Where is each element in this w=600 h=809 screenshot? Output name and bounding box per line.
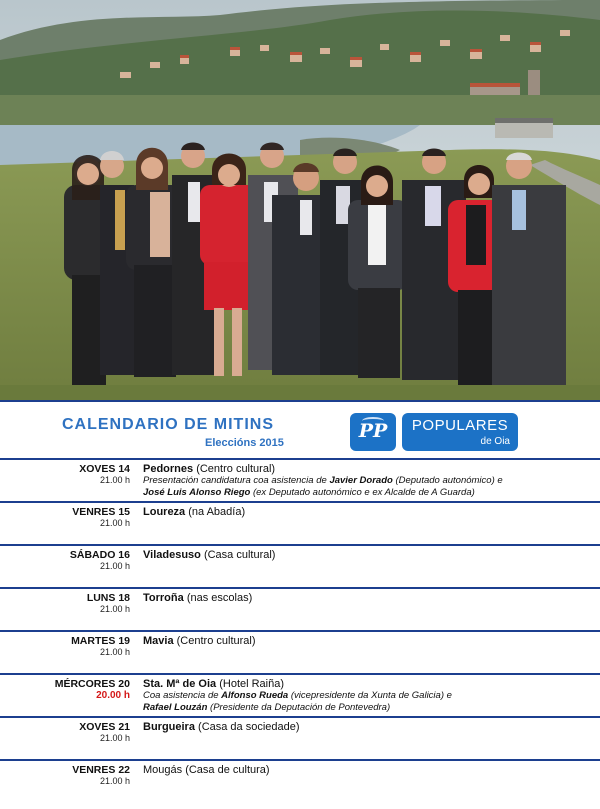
event-place: Viladesuso (Casa cultural) [143, 549, 276, 561]
party-logo [350, 413, 518, 451]
event-day: XOVES 14 [79, 463, 130, 475]
event-day: MÉRCORES 20 [54, 678, 130, 690]
event-row [0, 718, 600, 761]
event-row [0, 546, 600, 589]
calendar-header [0, 400, 600, 460]
event-day: VENRES 15 [72, 506, 130, 518]
event-time: 21.00 h [99, 604, 130, 614]
event-note: Coa asistencia de Alfonso Rueda (vicepresidente da Xunta de Galicia) e [143, 690, 452, 701]
event-time: 20.00 h [96, 690, 130, 701]
event-place: Sta. Mª de Oia (Hotel Raiña) [143, 678, 285, 690]
event-place: Torroña (nas escolas) [143, 592, 253, 604]
group-photo [0, 0, 600, 400]
event-day: MARTES 19 [71, 635, 130, 647]
logo-name: POPULARES [411, 417, 509, 434]
calendar-title: CALENDARIO DE MITINS [62, 416, 274, 433]
event-day: LUNS 18 [86, 592, 130, 604]
event-row [0, 675, 600, 718]
event-row [0, 460, 600, 503]
event-row [0, 632, 600, 675]
event-place: Pedornes (Centro cultural) [143, 463, 276, 475]
logo-mark: PP [358, 420, 388, 442]
event-row [0, 503, 600, 546]
event-time: 21.00 h [99, 647, 130, 657]
event-note: Rafael Louzán (Presidente da Deputación de Pontevedra) [143, 702, 391, 713]
event-time: 21.00 h [99, 733, 130, 743]
event-place: Burgueira (Casa da sociedade) [143, 721, 300, 733]
event-time: 21.00 h [99, 518, 130, 528]
people-group [64, 143, 566, 386]
event-row [0, 589, 600, 632]
event-time: 21.00 h [99, 561, 130, 571]
group-photo-illustration [0, 0, 600, 400]
logo-sub: de Oia [480, 436, 510, 447]
event-note: Presentación candidatura coa asistencia de Javier Dorado (Deputado autonómico) e [143, 475, 503, 486]
calendar-panel [0, 400, 600, 809]
logo-text-box [402, 413, 518, 451]
event-day: VENRES 22 [72, 764, 130, 776]
event-day: XOVES 21 [79, 721, 130, 733]
calendar-subtitle: Eleccións 2015 [205, 437, 284, 449]
event-place: Loureza (na Abadía) [143, 506, 246, 518]
event-row [0, 761, 600, 809]
event-day: SÁBADO 16 [69, 549, 130, 561]
event-time: 21.00 h [99, 776, 130, 786]
pp-logo-icon [350, 413, 396, 451]
event-place: Mavia (Centro cultural) [143, 635, 256, 647]
event-time: 21.00 h [99, 475, 130, 485]
event-note: José Luis Alonso Riego (ex Deputado autonómico e ex Alcalde de A Guarda) [143, 487, 475, 498]
event-place: Mougás (Casa de cultura) [143, 764, 270, 776]
